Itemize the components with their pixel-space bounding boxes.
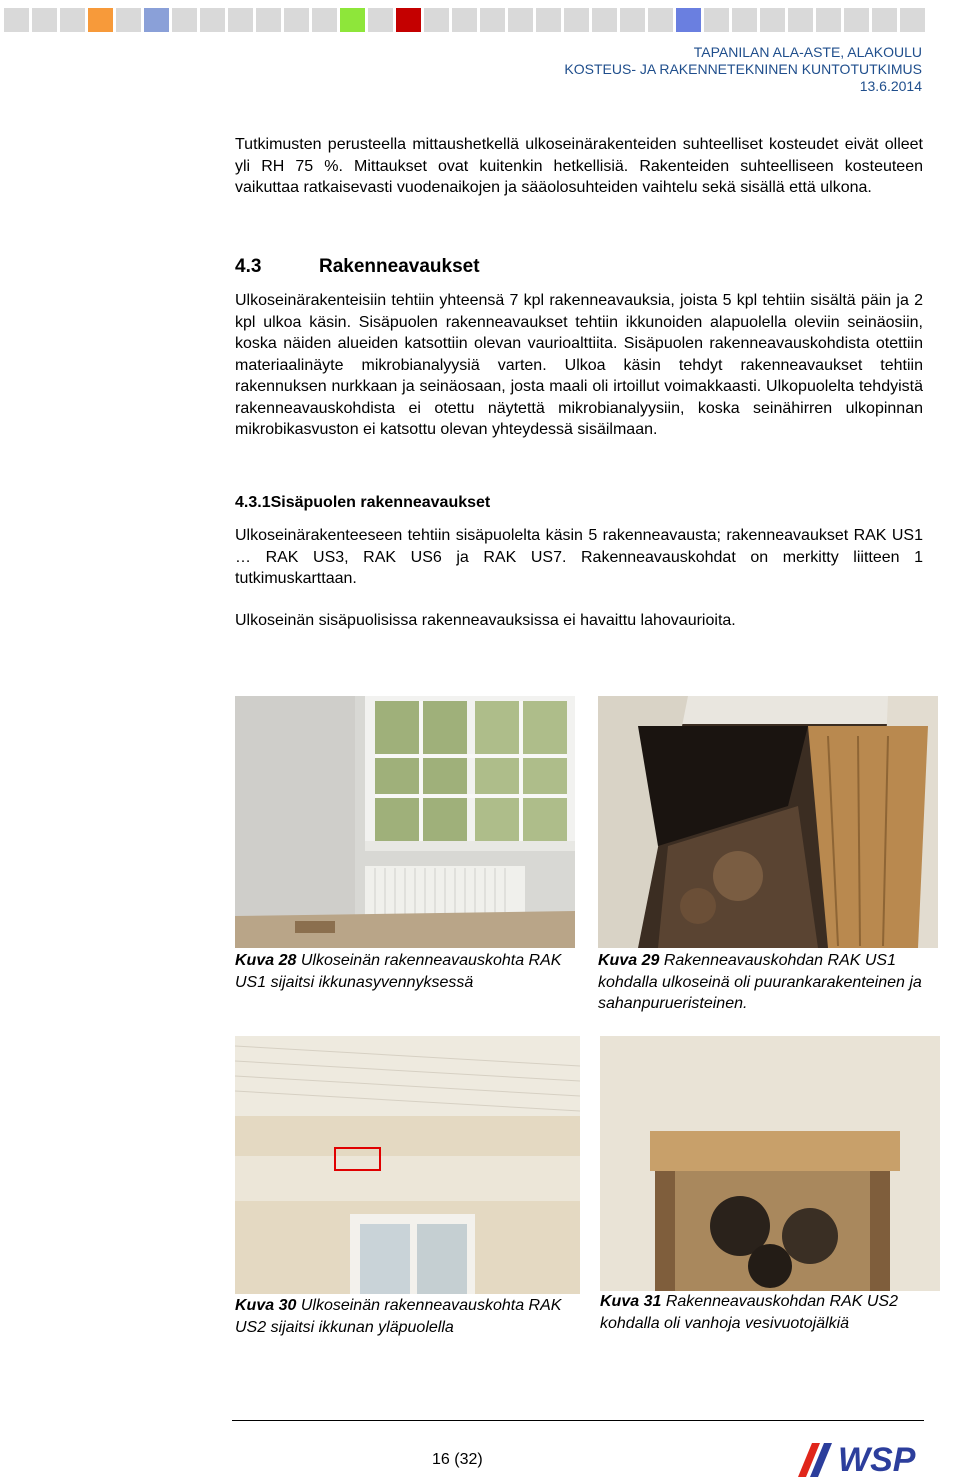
- color-strip-square: [816, 8, 841, 32]
- color-strip-square: [228, 8, 253, 32]
- color-strip-square: [452, 8, 477, 32]
- header-report-title: KOSTEUS- JA RAKENNETEKNINEN KUNTOTUTKIMUS: [564, 61, 922, 77]
- photo-kuva-28: [235, 696, 575, 948]
- color-strip-square: [32, 8, 57, 32]
- caption-text-31: Rakenneavauskohdan RAK US2 kohdalla oli vanhoja vesivuotojälkiä: [600, 1293, 898, 1332]
- color-strip-square: [480, 8, 505, 32]
- color-strip-square: [872, 8, 897, 32]
- caption-kuva-29: [598, 950, 960, 1015]
- color-strip-square: [172, 8, 197, 32]
- color-strip-square: [312, 8, 337, 32]
- section-number: 4.3: [235, 256, 262, 277]
- color-strip-square: [760, 8, 785, 32]
- photo-kuva-31: [600, 1036, 940, 1291]
- color-strip-square: [592, 8, 617, 32]
- intro-paragraph: Tutkimusten perusteella mittaushetkellä ulkoseinärakenteiden suhteelliset kosteudet eivät olleet yli RH 75 %. Mittaukset ovat kuitenkin hetkellisiä. Rakenteiden suhteelliseen kosteuteen vaikuttaa ratkaisevasti vuodenaikojen ja sääolosuhteiden vaihtelu sekä sisällä että ulkona.: [235, 136, 923, 196]
- subsection-paragraph-2: Ulkoseinän sisäpuolisissa rakenneavauksissa ei havaittu lahovaurioita.: [235, 612, 736, 629]
- color-strip-square: [648, 8, 673, 32]
- caption-label-29: Kuva 29: [598, 952, 660, 969]
- subsection-paragraph-1: Ulkoseinärakenteeseen tehtiin sisäpuolelta käsin 5 rakenneavausta; rakenneavaukset RAK US1 … RAK US3, RAK US6 ja RAK US7. Rakenneavauskohdat on merkitty liitteen 1 tutkimuskarttaan.: [235, 527, 923, 587]
- caption-label-31: Kuva 31: [600, 1293, 662, 1310]
- footer-divider: [232, 1420, 924, 1421]
- color-strip-square: [200, 8, 225, 32]
- color-strip-square: [704, 8, 729, 32]
- color-strip-square: [284, 8, 309, 32]
- color-strip-square: [396, 8, 421, 32]
- subsection-heading: 4.3.1Sisäpuolen rakenneavaukset: [235, 494, 491, 511]
- color-strip-square: [508, 8, 533, 32]
- caption-text-28: Ulkoseinän rakenneavauskohta RAK US1 sijaitsi ikkunasyvennyksessä: [235, 952, 562, 991]
- color-strip-square: [788, 8, 813, 32]
- color-strip-square: [620, 8, 645, 32]
- color-strip: [4, 8, 925, 32]
- color-strip-square: [900, 8, 925, 32]
- logo-text: WSP: [838, 1441, 916, 1477]
- photo-kuva-29: [598, 696, 938, 948]
- photo-kuva-30: [235, 1036, 580, 1294]
- color-strip-square: [424, 8, 449, 32]
- color-strip-square: [564, 8, 589, 32]
- caption-kuva-28: [235, 950, 580, 993]
- color-strip-square: [844, 8, 869, 32]
- color-strip-square: [88, 8, 113, 32]
- document-header: [564, 44, 922, 95]
- caption-kuva-30: [235, 1295, 580, 1338]
- color-strip-square: [116, 8, 141, 32]
- caption-label-28: Kuva 28: [235, 952, 297, 969]
- color-strip-square: [256, 8, 281, 32]
- section-paragraph: Ulkoseinärakenteisiin tehtiin yhteensä 7 kpl rakenneavauksia, joista 5 kpl tehtiin sisältä päin ja 2 kpl ulkoa käsin. Sisäpuolen rakenneavaukset tehtiin ikkunoiden alapuolella oleviin seinäosiin, koska näiden alueiden katsottiin olevan vaurioalttiita. Sisäpuolen rakenneavauskohdista otettiin materiaalinäyte mikrobianalyysiä varten. Ulkoa käsin tehdyt rakenneavaukset tehtiin rakennuksen nurkkaan ja seinäosaan, josta maali oli irtoillut voimakkaasti. Ulkopuolelta tehdyistä rakenneavauskohdista ei otettu näytettä mikrobianalyysiin, koska seinähirren ulkopinnan mikrobikasvuston ei katsottu olevan yhteydessä sisäilmaan.: [235, 292, 923, 438]
- section-title: Rakenneavaukset: [319, 256, 480, 277]
- caption-kuva-31: [600, 1291, 942, 1334]
- caption-text-29: Rakenneavauskohdan RAK US1 kohdalla ulkoseinä oli puurankarakenteinen ja sahanpurueristeinen.: [598, 952, 922, 1012]
- color-strip-square: [340, 8, 365, 32]
- color-strip-square: [676, 8, 701, 32]
- header-date: 13.6.2014: [859, 78, 922, 94]
- color-strip-square: [536, 8, 561, 32]
- page-number: 16 (32): [432, 1451, 483, 1468]
- caption-label-30: Kuva 30: [235, 1297, 297, 1314]
- wsp-logo: [798, 1437, 926, 1477]
- color-strip-square: [732, 8, 757, 32]
- color-strip-square: [144, 8, 169, 32]
- color-strip-square: [4, 8, 29, 32]
- color-strip-square: [60, 8, 85, 32]
- color-strip-square: [368, 8, 393, 32]
- caption-text-30: Ulkoseinän rakenneavauskohta RAK US2 sijaitsi ikkunan yläpuolella: [235, 1297, 562, 1336]
- section-heading: [235, 256, 480, 278]
- header-project: TAPANILAN ALA-ASTE, ALAKOULU: [693, 44, 922, 60]
